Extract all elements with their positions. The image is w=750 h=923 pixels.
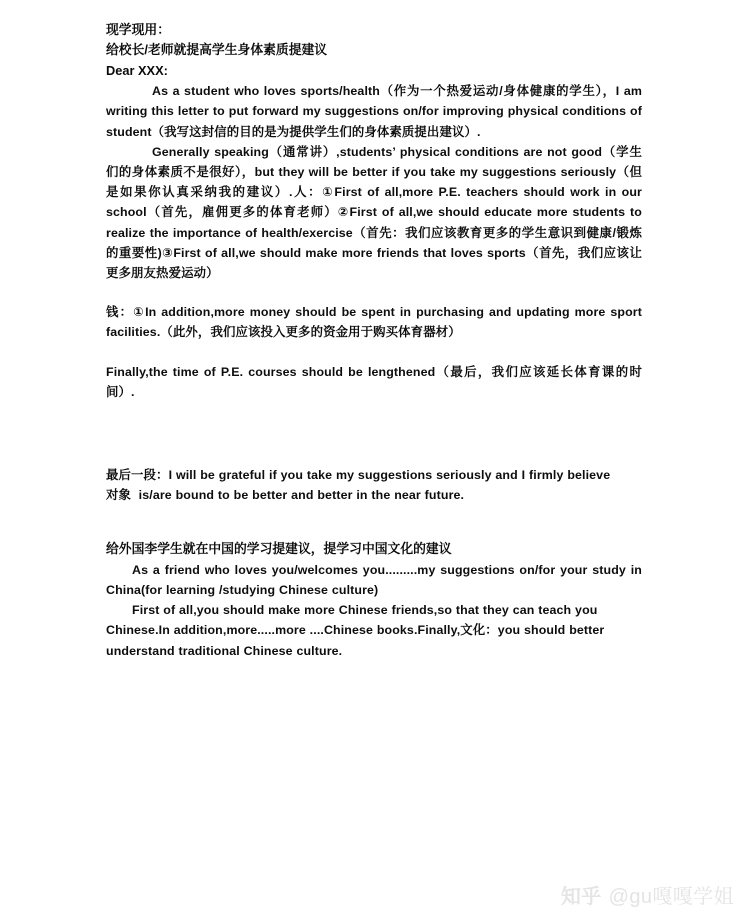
- document-body: [106, 20, 642, 661]
- section-one-salutation: Dear XXX:: [106, 62, 168, 78]
- section-two-paragraph-1: As a friend who loves you/welcomes you.........my suggestions on/for your study in China(for learning /studying Chinese culture): [106, 562, 642, 598]
- section-one-closing: [106, 465, 642, 505]
- spacer-after-paragraph-3: [106, 343, 642, 362]
- spacer-before-closing: [106, 402, 642, 465]
- watermark-handle: @gu嘎嘎学姐: [608, 886, 734, 908]
- section-one-paragraph-1: As a student who loves sports/health（作为一个热爱运动/身体健康的学生），I am writing this letter to put forward my suggestions on/for improving physical conditions of student（我写这封信的目的是为提供学生们的身体素质提出建议）.: [106, 84, 642, 139]
- section-one-paragraph-3: 钱：①In addition,more money should be spent in purchasing and updating more sport facilities.（此外，我们应该投入更多的资金用于购买体育器材）: [106, 305, 642, 340]
- closing-label: 最后一段：: [106, 468, 169, 483]
- section-two: [106, 539, 642, 660]
- closing-object-text: is/are bound to be better and better in the near future.: [138, 488, 465, 503]
- spacer-after-paragraph-2: [106, 283, 642, 302]
- section-one-heading: 给校长/老师就提高学生身体素质提建议: [106, 42, 328, 58]
- closing-text: I will be grateful if you take my suggestions seriously and I firmly believe: [168, 468, 611, 483]
- closing-object-label: 对象: [106, 488, 132, 503]
- section-two-paragraph-2: First of all,you should make more Chinese friends,so that they can teach you Chinese.In addition,more.....more ....Chinese books.Finally,文化：you should better understand traditional Chinese culture.: [106, 603, 605, 658]
- section-one-paragraph-2: Generally speaking（通常讲）,students’ physical conditions are not good（学生们的身体素质不是很好），but they will be better if you take my suggestions seriously（但是如果你认真采纳我的建议）.人：①First of all,more P.E. teachers should work in our school（首先，雇佣更多的体育老师）②First of all,we should educate more students to realize the importance of health/exercise（首先：我们应该教育更多的学生意识到健康/锻炼的重要性)③First of all,we should make more friends that loves sports（首先，我们应该让更多朋友热爱运动）: [106, 144, 642, 281]
- spacer-between-sections: [106, 505, 642, 539]
- section-one: [106, 20, 642, 505]
- section-two-heading: 给外国李学生就在中国的学习提建议，提学习中国文化的建议: [106, 541, 452, 557]
- zhihu-logo: 知乎: [560, 886, 602, 908]
- section-one-title-line: 现学现用：: [106, 22, 170, 37]
- section-one-paragraph-4: Finally,the time of P.E. courses should be lengthened（最后，我们应该延长体育课的时间）.: [106, 364, 642, 399]
- watermark: [561, 880, 734, 909]
